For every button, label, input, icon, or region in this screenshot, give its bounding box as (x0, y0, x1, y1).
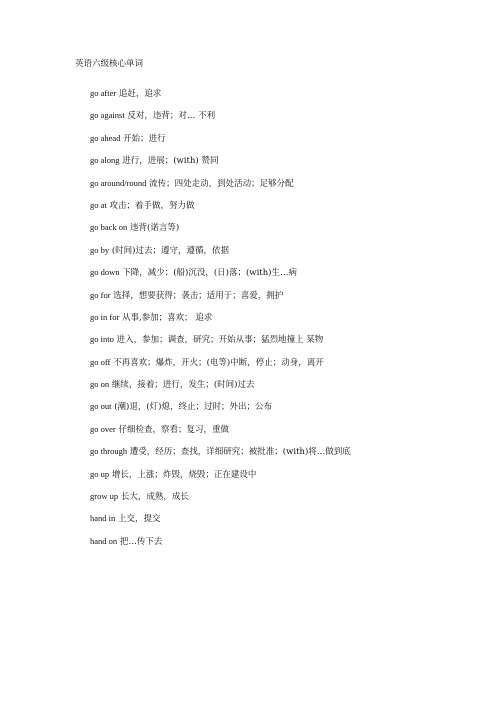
vocabulary-entry (90, 109, 470, 131)
entry-definition: 继续，接着；进行，发生；(时间)过去 (111, 380, 255, 391)
entry-definition: 攻击；着手做，努力做 (109, 200, 195, 211)
vocabulary-entry (90, 87, 470, 109)
vocabulary-entry (90, 468, 470, 490)
vocabulary-entry (90, 289, 470, 311)
vocabulary-entry (90, 423, 470, 445)
vocabulary-entry (90, 221, 470, 243)
vocabulary-entry (90, 333, 470, 355)
vocabulary-entry (90, 445, 470, 467)
entry-definition: 不再喜欢；爆炸，开火；(电等)中断，停止；动身，离开 (113, 357, 324, 368)
entry-term: go for (90, 289, 111, 300)
vocabulary-entry (90, 356, 470, 378)
vocabulary-entry (90, 266, 470, 288)
entry-term: go out (90, 401, 112, 412)
entry-term: go by (90, 244, 110, 255)
vocabulary-entry (90, 177, 470, 199)
vocabulary-entry (90, 378, 470, 400)
entry-definition: 反对，违背；对… 不利 (127, 111, 216, 122)
entry-definition: 从事,参加；喜欢； 追求 (121, 312, 213, 323)
entry-term: go up (90, 468, 110, 479)
entry-definition: 流传；四处走动，到处活动；足够分配 (149, 178, 294, 189)
entry-definition: 进行，进展；(with) 赞同 (122, 156, 219, 167)
entry-term: go around/round (90, 177, 147, 188)
entry-definition: 进入，参加；调查，研究；开始从事；猛烈地撞上 某物 (116, 335, 324, 346)
entry-definition: 增长，上涨；炸毁，烧毁；正在建设中 (111, 469, 257, 480)
entry-term: go ahead (90, 132, 121, 143)
vocabulary-entry (90, 535, 470, 557)
vocabulary-entry (90, 400, 470, 422)
entry-definition: 追赶，追求 (118, 89, 162, 99)
vocabulary-entry (90, 199, 470, 221)
entry-term: go along (90, 155, 120, 166)
entry-definition: 下降，减少；(船)沉没，(日)落；(with)生…病 (122, 268, 298, 279)
vocabulary-entry (90, 132, 470, 154)
entry-term: go off (90, 356, 111, 367)
entry-definition: (时间)过去；遵守，遵循，依据 (111, 245, 229, 256)
entry-definition: 把…传下去 (119, 536, 163, 547)
entry-definition: 仔细检查，察看；复习，重做 (118, 424, 229, 435)
entry-definition: 上交，提交 (117, 514, 161, 525)
vocabulary-entry (90, 490, 470, 512)
vocabulary-list (90, 87, 470, 557)
entry-definition: (潮)退，(灯)熄，终止；过时；外出；公布 (114, 402, 272, 413)
entry-term: go through (90, 446, 128, 457)
entry-term: go against (90, 110, 125, 121)
entry-term: go back on (90, 222, 128, 233)
vocabulary-entry (90, 244, 470, 266)
entry-term: go over (90, 423, 116, 434)
entry-term: grow up (90, 491, 119, 502)
entry-definition: 遭受，经历；查找，详细研究；被批准；(with)将…做到底 (129, 447, 351, 458)
entry-term: hand in (90, 513, 116, 524)
vocabulary-entry (90, 311, 470, 333)
entry-term: go on (90, 379, 110, 390)
entry-term: go in for (90, 311, 120, 322)
entry-term: hand on (90, 535, 118, 546)
entry-definition: 违背(诺言等) (130, 223, 180, 234)
entry-term: go at (90, 199, 107, 210)
entry-term: go after (90, 88, 117, 98)
entry-definition: 开始；进行 (123, 133, 166, 144)
entry-term: go into (90, 334, 114, 345)
vocabulary-entry (90, 154, 470, 176)
entry-definition: 长大，成熟，成长 (120, 492, 189, 503)
vocabulary-entry (90, 512, 470, 534)
document-title: 英语六级核心单词 (75, 59, 144, 69)
entry-term: go down (90, 267, 120, 278)
entry-definition: 选择，想要获得；袭击；适用于；喜爱，拥护 (113, 290, 284, 301)
